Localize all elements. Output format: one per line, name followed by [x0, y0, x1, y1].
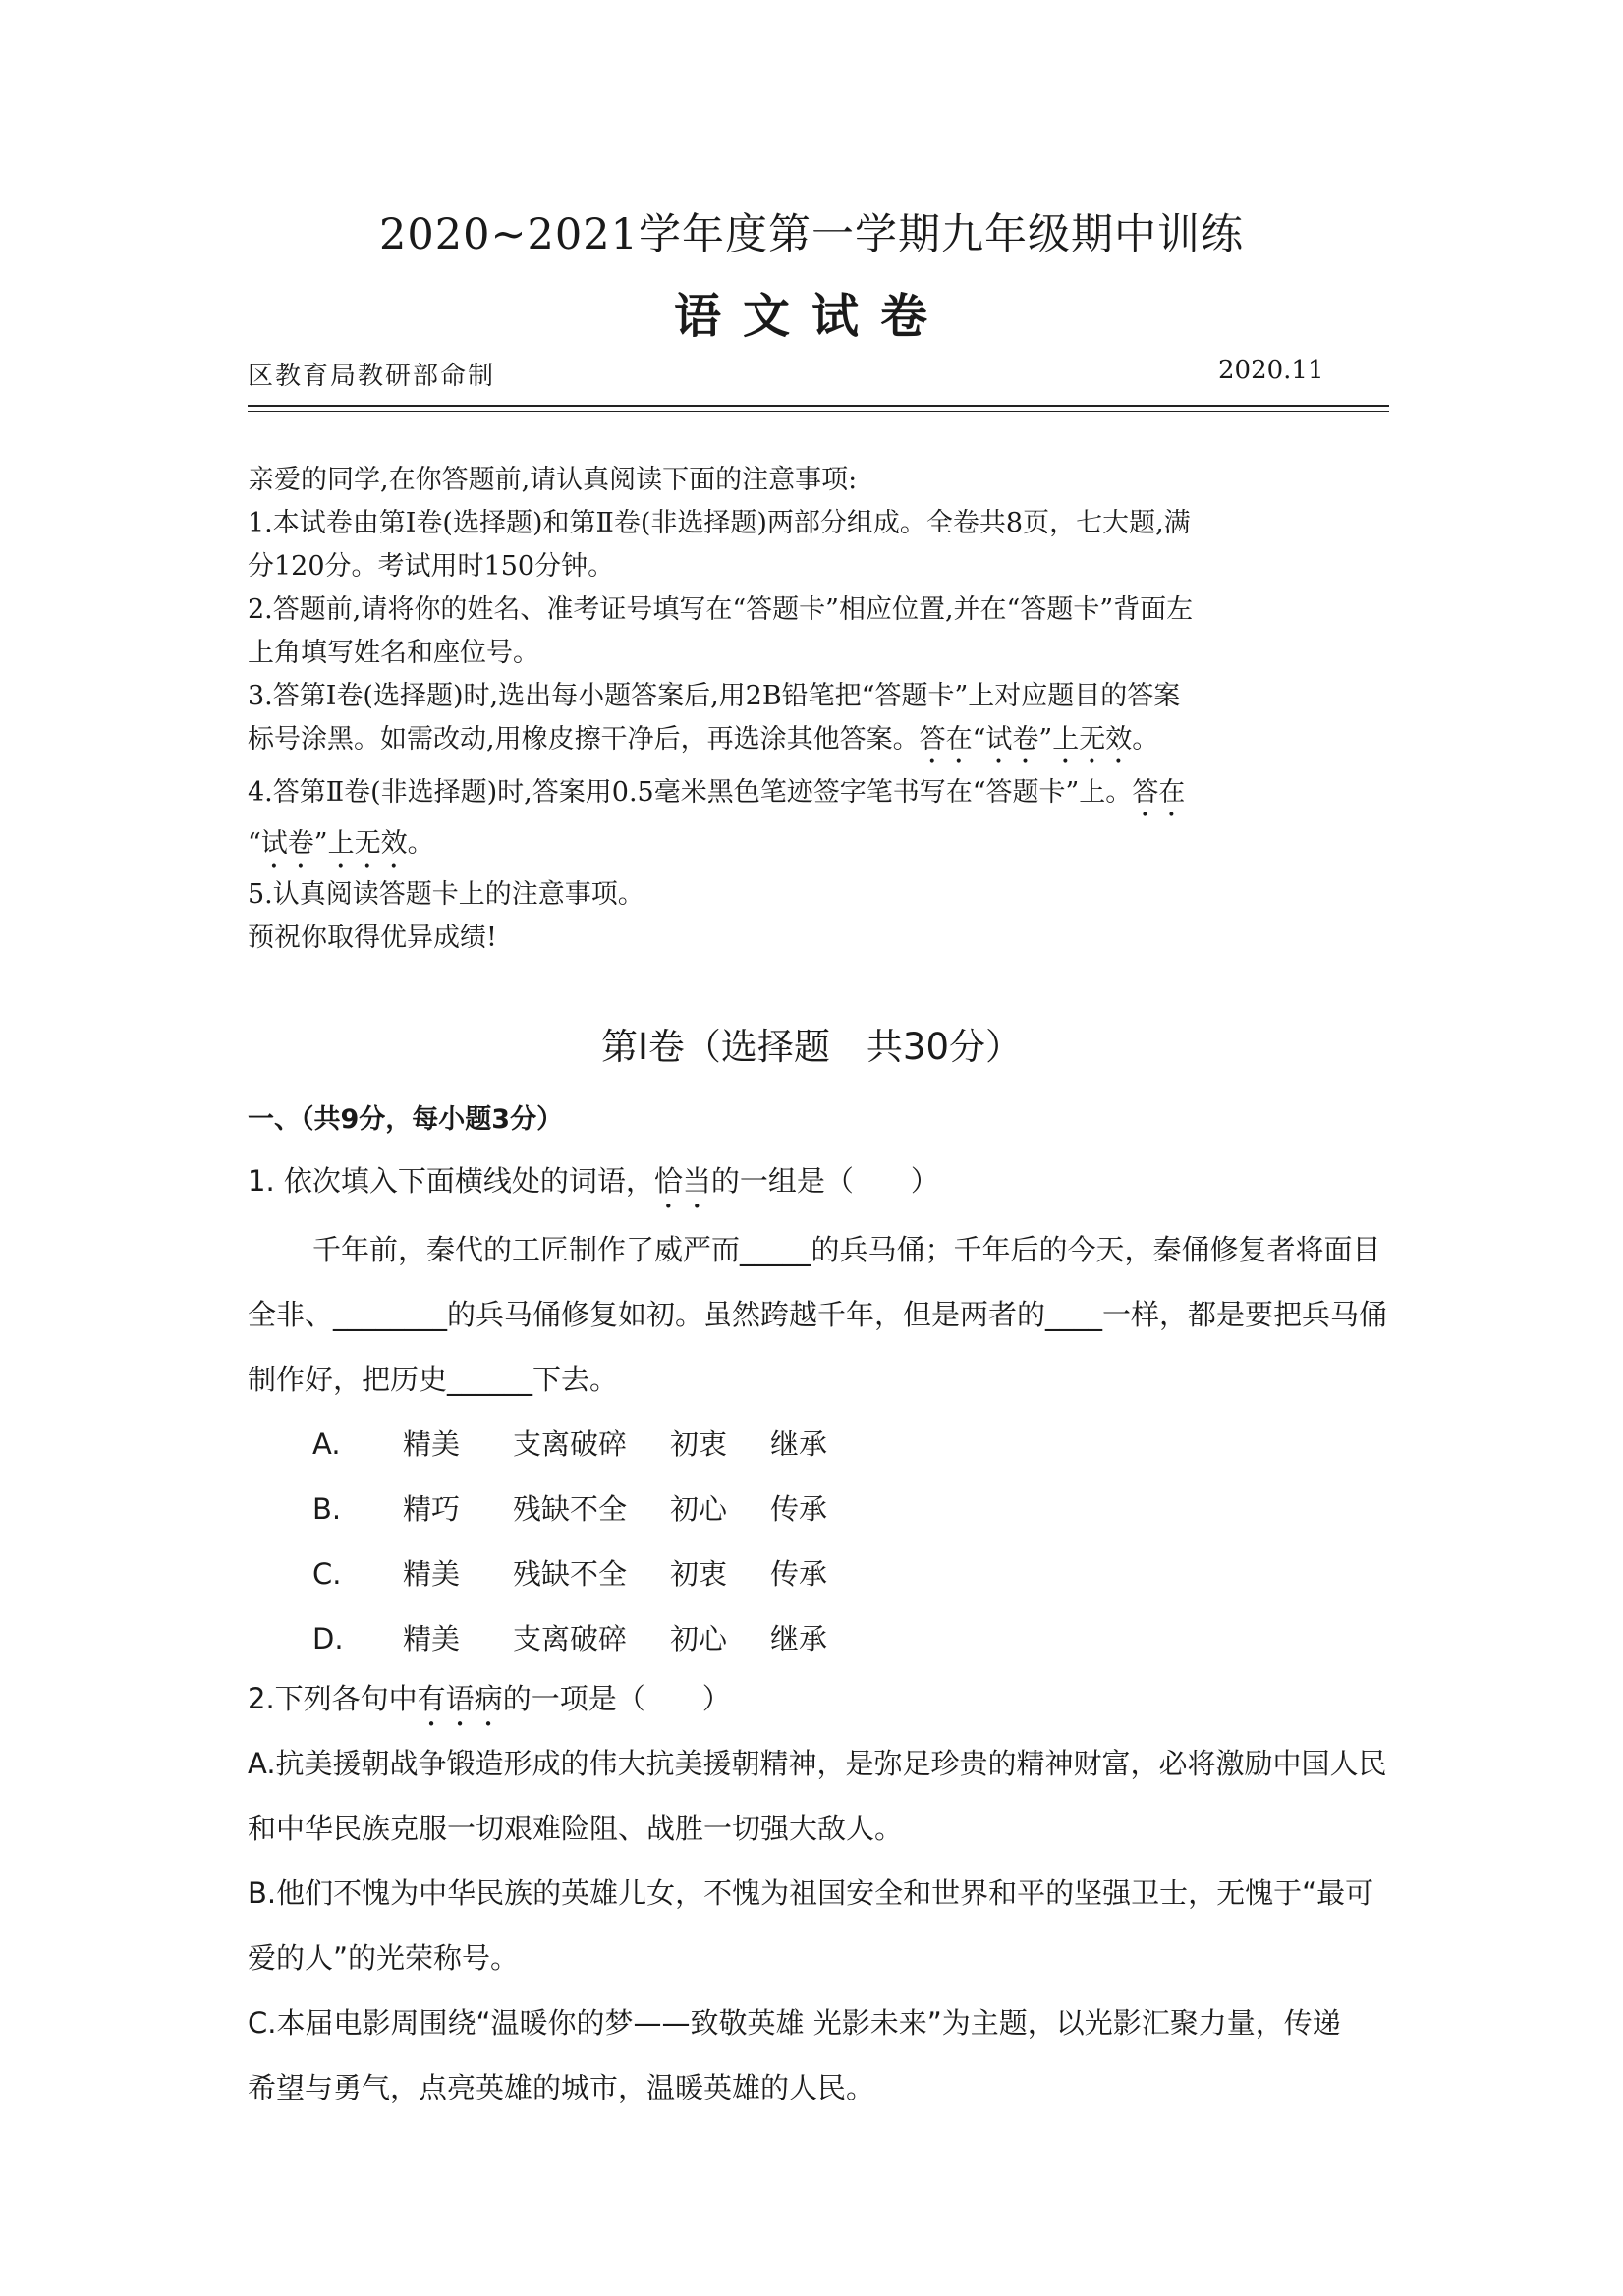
header-rule-thin [248, 411, 1389, 412]
notice-item-3-line-1: 3.答第Ⅰ卷(选择题)时,选出每小题答案后,用2B铅笔把“答题卡”上对应题目的答案 [248, 681, 1181, 711]
q1-stem-emphasis: 恰当 [653, 1164, 711, 1198]
option-word: 精美 [403, 1557, 461, 1591]
q2-option-b-line-2: 爱的人”的光荣称号。 [248, 1941, 520, 1975]
q1-option-c [312, 1552, 868, 1593]
notice-item-5: 5.认真阅读答题卡上的注意事项。 [248, 879, 644, 910]
notice-item-3-line-2 [248, 718, 1158, 770]
notice-closing: 预祝你取得优异成绩! [248, 923, 497, 953]
option-letter: B. [312, 1492, 342, 1526]
header-rule-thick [248, 405, 1389, 407]
q2-option-a-line-2: 和中华民族克服一切艰难险阻、战胜一切强大敌人。 [248, 1812, 904, 1845]
exam-subtitle: 语文试卷 [673, 289, 949, 344]
notice-item-1-line-1: 1.本试卷由第Ⅰ卷(选择题)和第Ⅱ卷(非选择题)两部分组成。全卷共8页，七大题,满 [248, 508, 1191, 538]
notice-item-4-emphasis-a: 答在 [1132, 777, 1186, 808]
q1-passage-line-3: 制作好，把历史______下去。 [248, 1363, 619, 1396]
option-word: 初心 [670, 1622, 728, 1655]
q2-option-a-line-1: A.抗美援朝战争锻造形成的伟大抗美援朝精神，是弥足珍贵的精神财富，必将激励中国人民 [248, 1747, 1387, 1780]
notice-item-2-line-2: 上角填写姓名和座位号。 [248, 638, 539, 668]
notice-item-3-text: 标号涂黑。如需改动,用橡皮擦干净后，再选涂其他答案。 [248, 724, 920, 755]
option-word: 继承 [770, 1428, 828, 1461]
option-word: 初心 [670, 1492, 728, 1526]
q2-option-c-line-2: 希望与勇气，点亮英雄的城市，温暖英雄的人民。 [248, 2071, 875, 2104]
option-letter: C. [312, 1557, 342, 1591]
option-word: 支离破碎 [513, 1428, 628, 1461]
q2-stem-text: 2.下列各句中 [248, 1682, 418, 1715]
exam-date: 2020.11 [1218, 356, 1324, 385]
option-word: 初衷 [670, 1557, 728, 1591]
q1-stem [248, 1159, 939, 1215]
option-word: 残缺不全 [513, 1492, 628, 1526]
notice-item-2-line-1: 2.答题前,请将你的姓名、准考证号填写在“答题卡”相应位置,并在“答题卡”背面左 [248, 594, 1194, 625]
option-word: 残缺不全 [513, 1557, 628, 1591]
notice-item-4-line-2 [248, 822, 434, 874]
option-word: 精巧 [403, 1492, 461, 1526]
notice-greeting: 亲爱的同学,在你答题前,请认真阅读下面的注意事项: [248, 465, 858, 495]
q1-option-d [312, 1617, 868, 1657]
q1-stem-text: 1. 依次填入下面横线处的词语， [248, 1164, 654, 1198]
q1-passage-line-2: 全非、________的兵马俑修复如初。虽然跨越千年，但是两者的____一样，都是要把兵马俑 [248, 1298, 1388, 1331]
option-word: 支离破碎 [513, 1622, 628, 1655]
option-letter: A. [312, 1428, 341, 1461]
q2-option-b-line-1: B.他们不愧为中华民族的英雄儿女，不愧为祖国安全和世界和平的坚强卫士，无愧于“最可 [248, 1876, 1374, 1910]
option-word: 传承 [770, 1492, 828, 1526]
q1-option-b [312, 1487, 868, 1528]
part-heading: 一、（共9分，每小题3分） [248, 1104, 564, 1135]
q2-stem [248, 1677, 731, 1733]
exam-title: 2020~2021学年度第一学期九年级期中训练 [379, 210, 1244, 259]
notice-item-4-emphasis-b: “试卷”上无效 [248, 828, 408, 859]
option-word: 精美 [403, 1428, 461, 1461]
q2-stem-end: 的一项是（ ） [502, 1682, 731, 1715]
notice-item-4-end: 。 [407, 828, 434, 859]
notice-item-4-text: 4.答第Ⅱ卷(非选择题)时,答案用0.5毫米黑色笔迹签字笔书写在“答题卡”上。 [248, 777, 1133, 808]
q1-stem-end: 的一组是（ ） [710, 1164, 939, 1198]
option-word: 精美 [403, 1622, 461, 1655]
q2-option-c-line-1: C.本届电影周围绕“温暖你的梦——致敬英雄 光影未来”为主题，以光影汇聚力量，传递 [248, 2006, 1341, 2040]
notice-item-4-line-1 [248, 771, 1185, 823]
option-word: 初衷 [670, 1428, 728, 1461]
q2-stem-emphasis: 有语病 [417, 1682, 503, 1715]
option-word: 传承 [770, 1557, 828, 1591]
option-letter: D. [312, 1622, 344, 1655]
issuer-label: 区教育局教研部命制 [248, 362, 496, 391]
option-word: 继承 [770, 1622, 828, 1655]
q1-passage-line-1: 千年前，秦代的工匠制作了威严而_____的兵马俑；千年后的今天，秦俑修复者将面目 [312, 1233, 1381, 1266]
section-title: 第Ⅰ卷（选择题 共30分） [601, 1026, 1022, 1068]
q1-option-a [312, 1423, 868, 1463]
notice-item-3-emphasis: 答在“试卷”上无效。 [919, 724, 1159, 755]
notice-item-1-line-2: 分120分。考试用时150分钟。 [248, 551, 615, 582]
